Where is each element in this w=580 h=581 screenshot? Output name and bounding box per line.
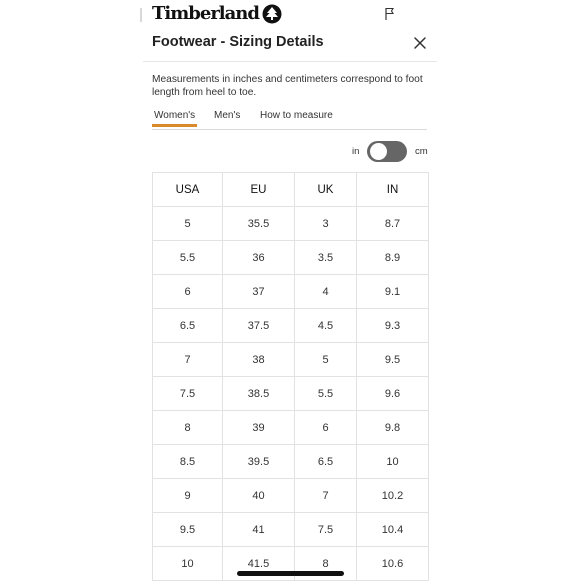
cell-usa: 7.5: [153, 377, 223, 411]
table-row: [153, 377, 429, 411]
cell-eu: 40: [223, 479, 295, 513]
column-header-eu: EU: [223, 173, 295, 207]
cell-usa: 5.5: [153, 241, 223, 275]
cell-in: 10.6: [357, 547, 429, 581]
tab-womens[interactable]: Women's: [152, 110, 197, 127]
tree-logo-icon: [262, 4, 282, 24]
table-row: [153, 445, 429, 479]
cell-eu: 35.5: [223, 207, 295, 241]
tab-mens[interactable]: Men's: [214, 110, 241, 121]
cell-usa: 9.5: [153, 513, 223, 547]
cell-in: 10: [357, 445, 429, 479]
cell-uk: 6: [295, 411, 357, 445]
measurement-description: Measurements in inches and centimeters correspond to foot length from heel to toe.: [152, 74, 423, 98]
column-header-in: IN: [357, 173, 429, 207]
table-row: [153, 343, 429, 377]
cell-uk: 4: [295, 275, 357, 309]
cell-eu: 41: [223, 513, 295, 547]
unit-label-cm: cm: [415, 146, 428, 157]
cell-in: 9.8: [357, 411, 429, 445]
cell-in: 8.9: [357, 241, 429, 275]
cell-eu: 38.5: [223, 377, 295, 411]
edge-mark: [140, 8, 142, 22]
cell-in: 10.2: [357, 479, 429, 513]
modal-header: [152, 34, 428, 54]
table-header-row: [153, 173, 429, 207]
brand-name: Timberland: [152, 3, 259, 24]
cell-in: 8.7: [357, 207, 429, 241]
cell-eu: 37.5: [223, 309, 295, 343]
cell-eu: 39.5: [223, 445, 295, 479]
cell-usa: 7: [153, 343, 223, 377]
cell-in: 9.3: [357, 309, 429, 343]
cell-uk: 5: [295, 343, 357, 377]
cell-usa: 8: [153, 411, 223, 445]
size-chart-table: [152, 172, 429, 581]
cell-uk: 5.5: [295, 377, 357, 411]
table-row: [153, 207, 429, 241]
brand-logo[interactable]: [152, 3, 282, 24]
cell-uk: 6.5: [295, 445, 357, 479]
toggle-knob: [370, 143, 387, 160]
cell-in: 9.5: [357, 343, 429, 377]
cell-usa: 9: [153, 479, 223, 513]
column-header-uk: UK: [295, 173, 357, 207]
cell-eu: 37: [223, 275, 295, 309]
cell-usa: 10: [153, 547, 223, 581]
flag-icon[interactable]: [384, 7, 396, 21]
cell-in: 10.4: [357, 513, 429, 547]
cell-eu: 41.5: [223, 547, 295, 581]
cell-uk: 8: [295, 547, 357, 581]
column-header-usa: USA: [153, 173, 223, 207]
modal-title: Footwear - Sizing Details: [152, 34, 324, 50]
table-row: [153, 411, 429, 445]
cell-uk: 3: [295, 207, 357, 241]
unit-toggle[interactable]: [367, 141, 407, 162]
cell-uk: 7: [295, 479, 357, 513]
cell-usa: 6: [153, 275, 223, 309]
table-row: [153, 275, 429, 309]
cell-usa: 8.5: [153, 445, 223, 479]
cell-uk: 3.5: [295, 241, 357, 275]
cell-uk: 7.5: [295, 513, 357, 547]
cell-eu: 39: [223, 411, 295, 445]
home-indicator[interactable]: [237, 571, 344, 576]
cell-usa: 5: [153, 207, 223, 241]
unit-label-in: in: [352, 146, 360, 157]
close-icon[interactable]: [412, 35, 428, 51]
header-divider: [143, 61, 437, 62]
size-tabs: [152, 110, 427, 130]
table-row: [153, 241, 429, 275]
cell-eu: 36: [223, 241, 295, 275]
cell-usa: 6.5: [153, 309, 223, 343]
top-bar: [0, 0, 580, 32]
cell-uk: 4.5: [295, 309, 357, 343]
table-row: [153, 513, 429, 547]
table-row: [153, 309, 429, 343]
cell-in: 9.1: [357, 275, 429, 309]
table-row: [153, 479, 429, 513]
cell-eu: 38: [223, 343, 295, 377]
tab-how-to-measure[interactable]: How to measure: [260, 110, 333, 121]
cell-in: 9.6: [357, 377, 429, 411]
